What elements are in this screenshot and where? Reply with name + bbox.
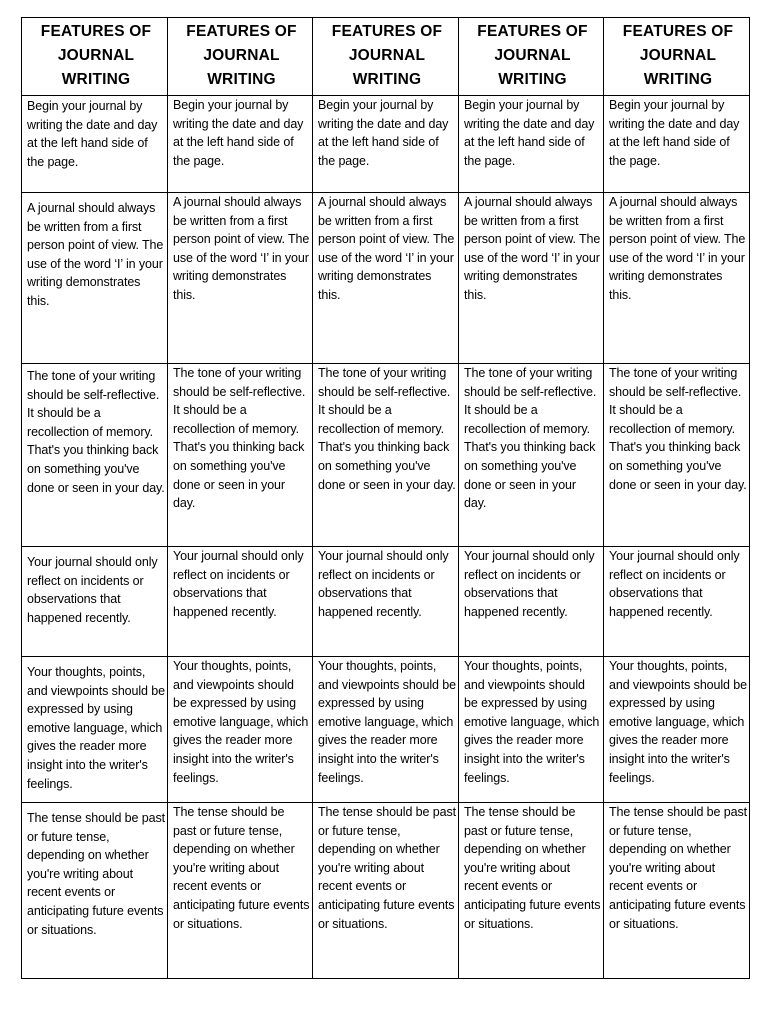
table-row xyxy=(22,657,750,803)
header-row xyxy=(22,18,750,96)
table-cell: The tone of your writing should be self-reflective. It should be a recollection of memory. That's you thinking back on something you've done or seen in your day. xyxy=(22,364,168,547)
table-row xyxy=(22,193,750,364)
table-row xyxy=(22,803,750,979)
table-cell: Your thoughts, points, and viewpoints should be expressed by using emotive language, which gives the reader more insight into the writer's feelings. xyxy=(22,657,168,803)
table-cell: A journal should always be written from a first person point of view. The use of the word ‘I’ in your writing demonstrates this. xyxy=(22,193,168,364)
table-cell: Begin your journal by writing the date and day at the left hand side of the page. xyxy=(168,96,313,193)
table-row xyxy=(22,364,750,547)
table-row xyxy=(22,96,750,193)
table-cell: The tense should be past or future tense, depending on whether you're writing about recent events or anticipating future events or situations. xyxy=(604,803,750,979)
table-cell: Your journal should only reflect on incidents or observations that happened recently. xyxy=(168,547,313,657)
table-cell: The tense should be past or future tense, depending on whether you're writing about recent events or anticipating future events or situations. xyxy=(459,803,604,979)
table-cell: Your thoughts, points, and viewpoints should be expressed by using emotive language, which gives the reader more insight into the writer's feelings. xyxy=(604,657,750,803)
table-cell: The tone of your writing should be self-reflective. It should be a recollection of memory. That's you thinking back on something you've done or seen in your day. xyxy=(604,364,750,547)
table-cell: Begin your journal by writing the date and day at the left hand side of the page. xyxy=(604,96,750,193)
table-cell: The tone of your writing should be self-reflective. It should be a recollection of memory. That's you thinking back on something you've done or seen in your day. xyxy=(313,364,459,547)
table-cell: Begin your journal by writing the date and day at the left hand side of the page. xyxy=(313,96,459,193)
table-cell: Begin your journal by writing the date and day at the left hand side of the page. xyxy=(22,96,168,193)
table-cell: Your journal should only reflect on incidents or observations that happened recently. xyxy=(22,547,168,657)
table-cell: A journal should always be written from a first person point of view. The use of the word ‘I’ in your writing demonstrates this. xyxy=(313,193,459,364)
table-cell: A journal should always be written from a first person point of view. The use of the word ‘I’ in your writing demonstrates this. xyxy=(604,193,750,364)
column-header: FEATURES OF JOURNAL WRITING xyxy=(313,18,459,96)
column-header: FEATURES OF JOURNAL WRITING xyxy=(22,18,168,96)
table-cell: Your thoughts, points, and viewpoints should be expressed by using emotive language, which gives the reader more insight into the writer's feelings. xyxy=(168,657,313,803)
table-cell: The tense should be past or future tense, depending on whether you're writing about recent events or anticipating future events or situations. xyxy=(22,803,168,979)
table-cell: Your journal should only reflect on incidents or observations that happened recently. xyxy=(459,547,604,657)
table-cell: The tense should be past or future tense, depending on whether you're writing about recent events or anticipating future events or situations. xyxy=(168,803,313,979)
column-header: FEATURES OF JOURNAL WRITING xyxy=(168,18,313,96)
table-cell: The tone of your writing should be self-reflective. It should be a recollection of memory. That's you thinking back on something you've done or seen in your day. xyxy=(168,364,313,547)
features-table xyxy=(21,17,750,979)
column-header: FEATURES OF JOURNAL WRITING xyxy=(604,18,750,96)
column-header: FEATURES OF JOURNAL WRITING xyxy=(459,18,604,96)
table-cell: Your journal should only reflect on incidents or observations that happened recently. xyxy=(313,547,459,657)
table-cell: Your thoughts, points, and viewpoints should be expressed by using emotive language, which gives the reader more insight into the writer's feelings. xyxy=(313,657,459,803)
table-cell: A journal should always be written from a first person point of view. The use of the word ‘I’ in your writing demonstrates this. xyxy=(168,193,313,364)
table-cell: Your journal should only reflect on incidents or observations that happened recently. xyxy=(604,547,750,657)
table-cell: The tense should be past or future tense, depending on whether you're writing about recent events or anticipating future events or situations. xyxy=(313,803,459,979)
table-cell: Begin your journal by writing the date and day at the left hand side of the page. xyxy=(459,96,604,193)
table-cell: Your thoughts, points, and viewpoints should be expressed by using emotive language, which gives the reader more insight into the writer's feelings. xyxy=(459,657,604,803)
table-cell: A journal should always be written from a first person point of view. The use of the word ‘I’ in your writing demonstrates this. xyxy=(459,193,604,364)
table-cell: The tone of your writing should be self-reflective. It should be a recollection of memory. That's you thinking back on something you've done or seen in your day. xyxy=(459,364,604,547)
table-row xyxy=(22,547,750,657)
